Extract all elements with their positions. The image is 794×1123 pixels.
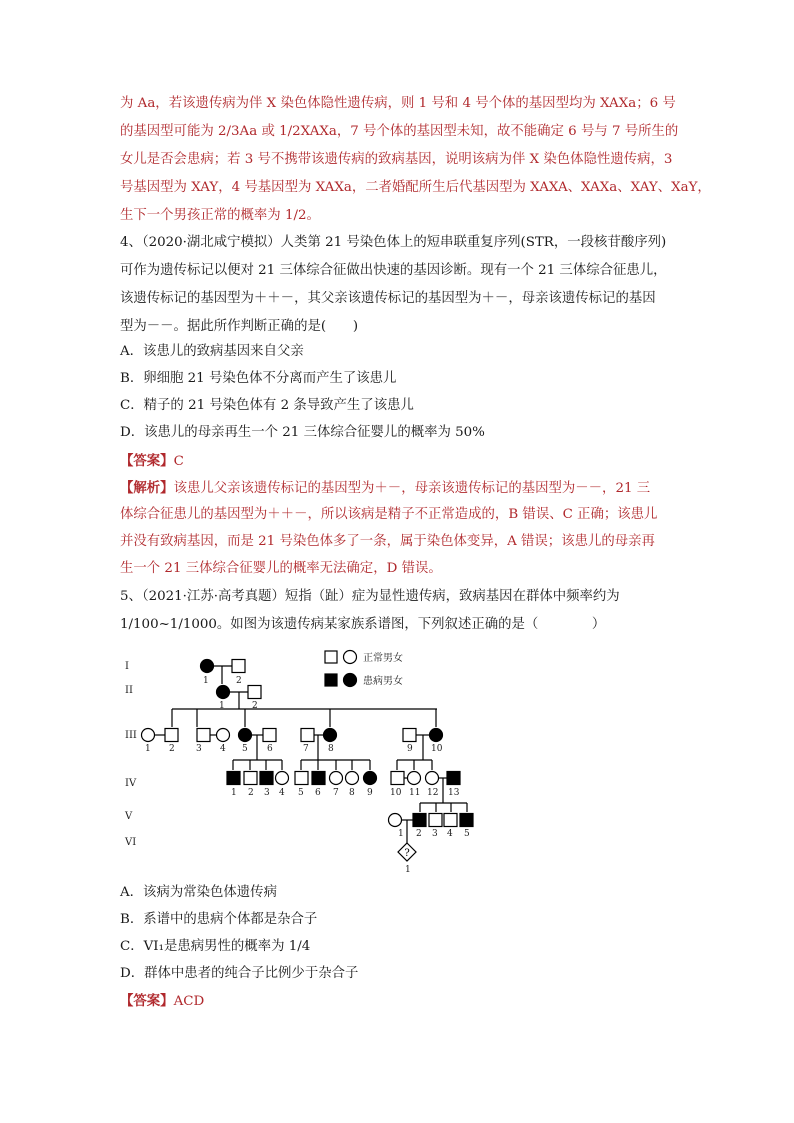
svg-text:4: 4 [279, 788, 285, 798]
generation-label: III [125, 730, 137, 741]
svg-text:3: 3 [432, 829, 438, 839]
svg-text:10: 10 [390, 788, 402, 798]
generation-label: II [125, 685, 133, 696]
answer-tag: 【答案】 [120, 993, 174, 1009]
option-c: C．精子的 21 号染色体有 2 条导致产生了该患儿 [120, 398, 414, 413]
generation-label: IV [125, 778, 137, 789]
answer-tag: 【答案】 [120, 453, 174, 469]
svg-text:11: 11 [409, 788, 421, 798]
generation-label: I [125, 661, 129, 672]
question-stem-line: 5、（2021·江苏·高考真题）短指（趾）症为显性遗传病，致病基因在群体中频率约为 [120, 589, 620, 604]
option-a: A．该病为常染色体遗传病 [120, 885, 277, 900]
answer-line: 号基因型为 XAY，4 号基因型为 XAXa，二者婚配所生后代基因型为 XAXA、XAXa、XAY、XaY， [120, 180, 711, 195]
answer-line: 为 Aa，若该遗传病为伴 X 染色体隐性遗传病，则 1 号和 4 号个体的基因型均为 XAXa；6 号 [120, 96, 676, 111]
analysis-line: 体综合征患儿的基因型为＋＋－，所以该病是精子不正常造成的，B 错误、C 正确；该患儿 [120, 507, 658, 522]
analysis-line: 并没有致病基因，而是 21 号染色体多了一条，属于染色体变异，A 错误；该患儿的母亲再 [120, 534, 655, 549]
svg-text:5: 5 [464, 829, 470, 839]
svg-text:3: 3 [264, 788, 270, 798]
unknown-mark: ? [404, 848, 410, 859]
svg-text:2: 2 [236, 676, 242, 686]
svg-text:3: 3 [196, 744, 202, 754]
question-stem-line: 该遗传标记的基因型为＋＋－，其父亲该遗传标记的基因型为＋－，母亲该遗传标记的基因 [120, 291, 656, 306]
answer-value: ACD [173, 994, 205, 1009]
analysis-line [120, 479, 650, 498]
svg-text:7: 7 [333, 788, 339, 798]
svg-text:9: 9 [407, 744, 413, 754]
svg-text:13: 13 [448, 788, 460, 798]
option-c: C．VI₁是患病男性的概率为 1/4 [120, 939, 311, 954]
svg-text:2: 2 [169, 744, 175, 754]
legend-normal-label: 正常男女 [363, 653, 403, 664]
question-stem-line: 可作为遗传标记以便对 21 三体综合征做出快速的基因诊断。现有一个 21 三体综合征患儿， [120, 263, 667, 278]
legend-affected-label: 患病男女 [363, 676, 403, 687]
option-b: B．卵细胞 21 号染色体不分离而产生了该患儿 [120, 371, 397, 386]
option-b: B．系谱中的患病个体都是杂合子 [120, 912, 318, 927]
answer-line: 生下一个男孩正常的概率为 1/2。 [120, 208, 320, 223]
generation-label: VI [125, 837, 137, 848]
answer-line [120, 452, 184, 471]
svg-text:1: 1 [219, 701, 225, 711]
svg-text:9: 9 [367, 788, 373, 798]
svg-text:6: 6 [315, 788, 321, 798]
svg-text:6: 6 [267, 744, 273, 754]
svg-text:4: 4 [447, 829, 453, 839]
option-a: A．该患儿的致病基因来自父亲 [120, 344, 304, 359]
svg-text:4: 4 [220, 744, 226, 754]
option-d: D．该患儿的母亲再生一个 21 三体综合征婴儿的概率为 50% [120, 425, 485, 440]
pedigree-diagram [118, 648, 488, 878]
svg-text:1: 1 [398, 829, 404, 839]
svg-text:12: 12 [427, 788, 439, 798]
analysis-tag: 【解析】 [120, 480, 174, 496]
answer-line: 的基因型可能为 2/3Aa 或 1/2XAXa，7 号个体的基因型未知，故不能确定 6 号与 7 号所生的 [120, 124, 679, 139]
svg-text:1: 1 [405, 865, 411, 875]
question-stem-line: 4、（2020·湖北咸宁模拟）人类第 21 号染色体上的短串联重复序列(STR，一段核苷酸序列) [120, 235, 667, 250]
svg-text:1: 1 [203, 676, 209, 686]
svg-text:8: 8 [349, 788, 355, 798]
svg-text:1: 1 [145, 744, 151, 754]
answer-line: 女儿是否会患病；若 3 号不携带该遗传病的致病基因，说明该病为伴 X 染色体隐性遗传病，3 [120, 152, 673, 167]
svg-text:1: 1 [231, 788, 237, 798]
answer-value: C [173, 454, 184, 469]
analysis-text: 该患儿父亲该遗传标记的基因型为＋－，母亲该遗传标记的基因型为－－，21 三 [173, 481, 651, 496]
question-stem-line: 型为－－。据此所作判断正确的是( ) [120, 319, 359, 334]
svg-text:2: 2 [252, 701, 258, 711]
svg-text:7: 7 [303, 744, 309, 754]
svg-text:8: 8 [328, 744, 334, 754]
svg-text:5: 5 [298, 788, 304, 798]
svg-text:2: 2 [416, 829, 422, 839]
answer-line [120, 992, 204, 1011]
analysis-line: 生一个 21 三体综合征婴儿的概率无法确定，D 错误。 [120, 561, 442, 576]
svg-text:5: 5 [242, 744, 248, 754]
svg-text:10: 10 [431, 744, 443, 754]
generation-label: V [125, 811, 133, 822]
question-stem-line: 1/100~1/1000。如图为该遗传病某家族系谱图，下列叙述正确的是（ ） [120, 617, 606, 632]
svg-text:2: 2 [248, 788, 254, 798]
option-d: D．群体中患者的纯合子比例少于杂合子 [120, 966, 359, 981]
